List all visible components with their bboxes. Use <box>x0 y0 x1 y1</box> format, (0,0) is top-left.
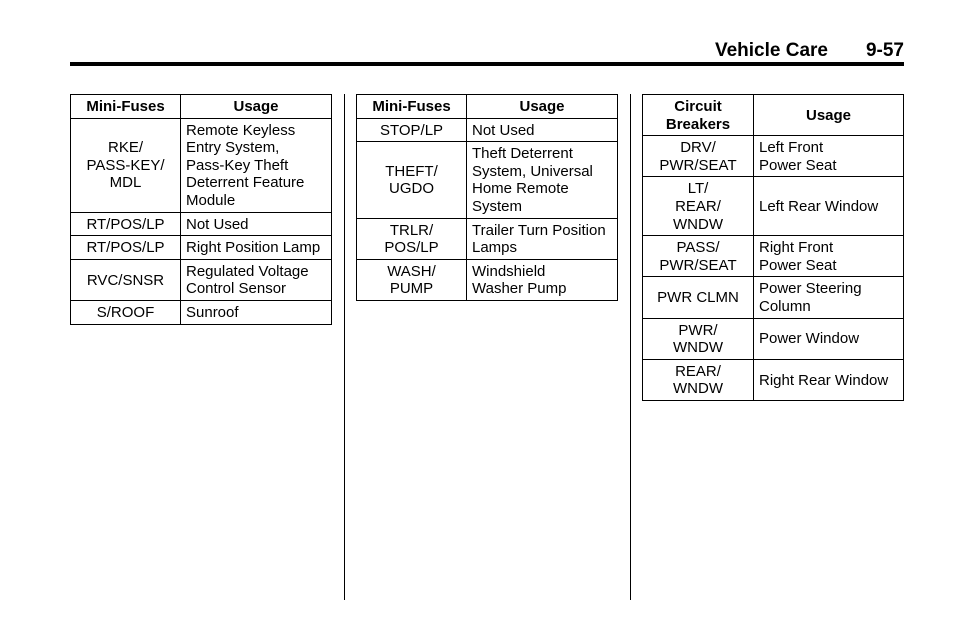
table-row <box>357 259 618 300</box>
fuse-code: PWR/ WNDW <box>643 318 754 359</box>
table-row <box>643 177 904 236</box>
table-row <box>643 136 904 177</box>
fuse-code: PWR CLMN <box>643 277 754 318</box>
column-header-usage: Usage <box>754 95 904 136</box>
table-row <box>357 218 618 259</box>
circuit-breakers-table <box>642 94 904 401</box>
table-row <box>71 259 332 300</box>
fuse-usage: Not Used <box>181 212 332 236</box>
column-header-usage: Usage <box>467 95 618 119</box>
column-divider-1 <box>344 94 345 600</box>
table-row <box>71 118 332 212</box>
fuse-usage: Right Front Power Seat <box>754 236 904 277</box>
table-row <box>643 359 904 400</box>
fuse-code: THEFT/ UGDO <box>357 142 467 218</box>
fuse-code: RT/POS/LP <box>71 212 181 236</box>
column-header-code: Circuit Breakers <box>643 95 754 136</box>
table-row <box>71 236 332 260</box>
fuse-code: DRV/ PWR/SEAT <box>643 136 754 177</box>
fuse-code: REAR/ WNDW <box>643 359 754 400</box>
fuse-usage: Sunroof <box>181 300 332 324</box>
table-row <box>643 277 904 318</box>
fuse-code: RT/POS/LP <box>71 236 181 260</box>
table-row <box>643 236 904 277</box>
fuse-usage: Windshield Washer Pump <box>467 259 618 300</box>
fuse-usage: Left Rear Window <box>754 177 904 236</box>
fuse-usage: Power Window <box>754 318 904 359</box>
table-row <box>357 118 618 142</box>
table-header-row <box>357 95 618 119</box>
mini-fuses-table-2 <box>356 94 618 301</box>
fuse-usage: Not Used <box>467 118 618 142</box>
fuse-usage: Theft Deterrent System, Universal Home Remote System <box>467 142 618 218</box>
page-number: 9-57 <box>865 40 904 61</box>
table-header-row <box>71 95 332 119</box>
column-header-code: Mini-Fuses <box>71 95 181 119</box>
fuse-usage: Right Position Lamp <box>181 236 332 260</box>
fuse-code: LT/ REAR/ WNDW <box>643 177 754 236</box>
header-rule <box>70 62 904 66</box>
table-row <box>71 212 332 236</box>
column-header-usage: Usage <box>181 95 332 119</box>
page-header <box>70 36 904 64</box>
fuse-code: PASS/ PWR/SEAT <box>643 236 754 277</box>
mini-fuses-table-1 <box>70 94 332 325</box>
table-row <box>357 142 618 218</box>
fuse-code: TRLR/ POS/LP <box>357 218 467 259</box>
fuse-usage: Left Front Power Seat <box>754 136 904 177</box>
column-divider-2 <box>630 94 631 600</box>
fuse-usage: Power Steering Column <box>754 277 904 318</box>
section-title: Vehicle Care <box>714 40 828 61</box>
table-row <box>643 318 904 359</box>
fuse-usage: Right Rear Window <box>754 359 904 400</box>
table-row <box>71 300 332 324</box>
table-header-row <box>643 95 904 136</box>
fuse-usage: Trailer Turn Position Lamps <box>467 218 618 259</box>
fuse-code: WASH/ PUMP <box>357 259 467 300</box>
fuse-code: S/ROOF <box>71 300 181 324</box>
fuse-usage: Regulated Voltage Control Sensor <box>181 259 332 300</box>
fuse-code: RKE/ PASS-KEY/ MDL <box>71 118 181 212</box>
fuse-usage: Remote Keyless Entry System, Pass-Key Theft Deterrent Feature Module <box>181 118 332 212</box>
fuse-code: RVC/SNSR <box>71 259 181 300</box>
column-header-code: Mini-Fuses <box>357 95 467 119</box>
fuse-code: STOP/LP <box>357 118 467 142</box>
